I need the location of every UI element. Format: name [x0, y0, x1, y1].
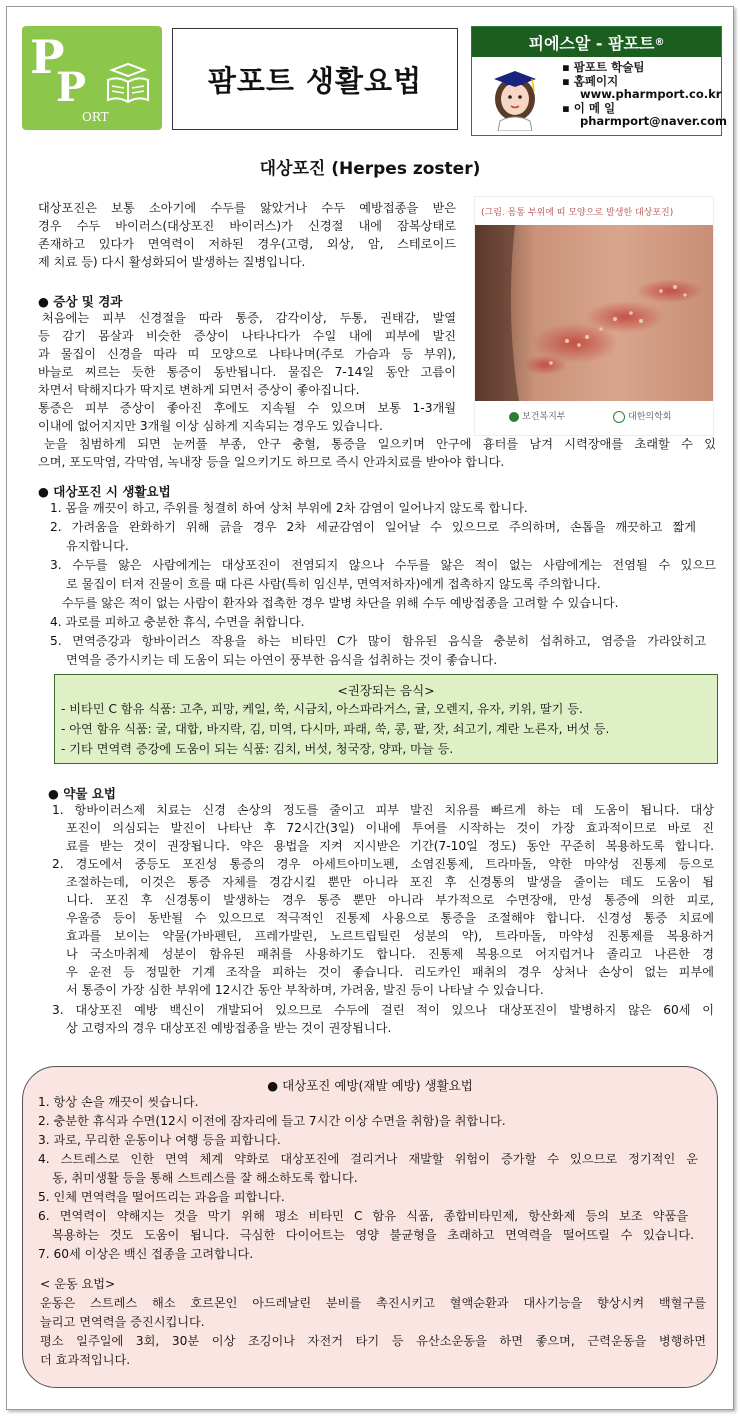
brand-team: ▪ 팜포트 학술팀 [562, 60, 645, 74]
pharmacist-avatar-icon [480, 61, 550, 131]
article-title: 대상포진 (Herpes zoster) [259, 159, 481, 179]
page-title: 팜포트 생활요법 [207, 63, 423, 98]
credit-ministry: 보건복지부 [509, 409, 565, 422]
intro-line: 제 치료 등) 다시 활성화되어 발생하는 질병입니다. [38, 255, 306, 269]
lifestyle-item: 수두를 앓은 적이 없는 사람이 환자와 접촉한 경우 발병 차단을 위해 수두 예방접종을 고려할 수 있습니다. [62, 596, 619, 610]
intro-line: 대상포진은 보통 소아기에 수두를 앓았거나 수두 예방접종을 받은 [38, 201, 456, 215]
drug-line: 1. 항바이러스제 치료는 신경 손상의 정도를 줄이고 피부 발진 치유를 빠르게 하는 데 도움이 됩니다. 대상 [52, 803, 714, 817]
lifestyle-item: 2. 가려움을 완화하기 위해 긁을 경우 2차 세균감염이 일어날 수 있으므로 주의하며, 손톱을 깨끗하고 짧게 [50, 520, 696, 534]
prevention-item: 4. 스트레스로 인한 면역 체계 약화로 대상포진에 걸리거나 재발할 위험이 증가할 수 있으므로 정기적인 운 [38, 1152, 698, 1166]
symptoms-line: 등 감기 몸살과 비슷한 증상이 나타나다가 수일 내에 피부에 발진 [38, 329, 456, 343]
brand-box [471, 26, 727, 136]
brand-info [562, 61, 727, 129]
eye-line: 눈을 침범하게 되면 눈꺼풀 부종, 안구 충혈, 통증을 일으키며 안구에 흉터를 남겨 시력장애를 초래할 수 있 [44, 437, 716, 451]
prevention-item: 3. 과로, 무리한 운동이나 여행 등을 피합니다. [38, 1133, 281, 1147]
lifestyle-item: 3. 수두를 앓은 사람에게는 대상포진이 전염되지 않으나 수두를 앓은 적이 없는 사람에게는 전염될 수 있으므 [50, 558, 716, 572]
intro-line: 경우 수두 바이러스(대상포진 바이러스)가 신경절 내에 잠복상태로 [38, 219, 456, 233]
registered-mark: ® [654, 36, 665, 48]
drug-line: 우 운전 등 정밀한 기계 조작을 피하는 것이 좋습니다. 리도카인 패취의 경우 상처나 손상이 없는 피부에 [66, 965, 714, 979]
prevention-item: 2. 충분한 휴식과 수면(12시 이전에 잠자리에 들고 7시간 이상 수면을 취함)을 취합니다. [38, 1114, 506, 1128]
drug-line: 료를 받는 것이 권장됩니다. 약은 용법을 지켜 지시받은 기간(7-10일 정도) 동안 꾸준히 복용하도록 합니다. [66, 839, 714, 853]
symptoms-line: 이내에 없어지지만 3개월 이상 심하게 지속되는 경우도 있습니다. [38, 419, 383, 433]
ministry-logo-icon [509, 412, 519, 422]
symptoms-line: 처음에는 피부 신경절을 따라 통증, 감각이상, 두통, 권태감, 발열 [42, 311, 456, 325]
pharmport-logo [22, 26, 162, 130]
brand-name: 피에스알 - 팜포트 [528, 33, 655, 53]
recommended-food-box [54, 674, 718, 764]
logo-ort-text: ORT [82, 110, 109, 124]
eye-line: 으며, 포도막염, 각막염, 녹내장 등을 일으키기도 하므로 즉시 안과치료를 받아야 합니다. [38, 455, 505, 469]
food-item: - 아연 함유 식품: 굴, 대합, 바지락, 김, 미역, 다시마, 파래, 쑥, 콩, 팥, 잣, 쇠고기, 계란 노른자, 버섯 등. [61, 722, 610, 736]
header-title-box [172, 28, 458, 130]
brand-email-label: ▪ 이 메 일 [562, 100, 616, 115]
food-box-heading: <권장되는 음식> [337, 683, 435, 698]
drug-line: 서 통증이 가장 심한 부위에 12시간 동안 부착하며, 가려움, 발진 등이 나타날 수 있습니다. [66, 983, 544, 997]
drug-line: 2. 경도에서 중등도 포진성 통증의 경우 아세트아미노펜, 소염진통제, 트라마돌, 약한 마약성 진통제 등으로 [52, 857, 714, 871]
prevention-item: 5. 인체 면역력을 떨어뜨리는 과음을 피합니다. [38, 1190, 285, 1204]
kams-logo-icon [613, 411, 625, 423]
prevention-item: 동, 취미생활 등을 통해 스트레스를 잘 해소하도록 합니다. [52, 1171, 358, 1185]
food-item: - 비타민 C 함유 식품: 고추, 피망, 케일, 쑥, 시금치, 아스파라거스, 귤, 오렌지, 유자, 키위, 딸기 등. [61, 702, 583, 716]
exercise-line: 평소 일주일에 3회, 30분 이상 조깅이나 자전거 타기 등 유산소운동을 하면 좋으며, 근력운동을 병행하면 [40, 1334, 706, 1348]
symptoms-line: 바늘로 찌르는 듯한 통증이 동반됩니다. 물집은 7-14일 동안 고름이 [38, 365, 456, 379]
symptoms-line: 과 물집이 신경을 따라 띠 모양으로 나타나며(주로 가슴과 등 부위), [38, 347, 456, 361]
exercise-line: 더 효과적입니다. [40, 1353, 131, 1367]
brand-email[interactable]: pharmport@naver.com [580, 114, 727, 128]
lifestyle-item: 4. 과로를 피하고 충분한 휴식, 수면을 취합니다. [50, 615, 305, 629]
food-item: - 기타 면역력 증강에 도움이 되는 식품: 김치, 버섯, 청국장, 양파, 마늘 등. [61, 742, 454, 756]
lifestyle-item: 유지합니다. [66, 539, 129, 553]
prevention-item: 6. 면역력이 약해지는 것을 막기 위해 평소 비타민 C 함유 식품, 종합비타민제, 항산화제 등의 보조 약품을 [38, 1209, 688, 1223]
book-icon [104, 60, 152, 104]
drug-line: 조절하는데, 이것은 통증 자체를 경감시킬 뿐만 아니라 포진 후 신경통의 발생을 줄이는 데도 도움이 됩 [66, 875, 714, 889]
shingles-skin-image [475, 225, 713, 401]
symptoms-line: 통증은 피부 증상이 좋아진 후에도 지속될 수 있으며 보통 1-3개월 [38, 401, 456, 415]
exercise-heading: < 운동 요법> [40, 1277, 116, 1291]
exercise-line: 운동은 스트레스 해소 호르몬인 아드레날린 분비를 촉진시키고 혈액순환과 대사기능을 향상시켜 백혈구를 [40, 1296, 706, 1310]
photo-caption: (그림. 몸통 부위에 띠 모양으로 발생한 대상포진) [481, 208, 674, 218]
exercise-line: 늘리고 면역력을 증진시킵니다. [40, 1315, 205, 1329]
symptoms-heading: ● 증상 및 경과 [38, 294, 123, 309]
prevention-heading: ● 대상포진 예방(재발 예방) 생활요법 [267, 1078, 473, 1093]
credit-kams: 대한의학회 [613, 409, 671, 423]
prevention-item: 7. 60세 이상은 백신 접종을 고려합니다. [38, 1247, 254, 1261]
intro-line: 존재하고 있다가 면역력이 저하된 경우(고령, 외상, 암, 스테로이드 [38, 237, 456, 251]
drug-line: 니다. 포진 후 신경통이 발생하는 경우 통증 뿐만 아니라 부가적으로 수면장애, 만성 통증에 의한 피로, [66, 893, 714, 907]
symptoms-line: 차면서 탁해지다가 딱지로 변하게 되면서 증상이 좋아집니다. [38, 383, 360, 397]
drug-line: 상 고령자의 경우 대상포진 예방접종을 받는 것이 권장됩니다. [66, 1021, 392, 1035]
brand-homepage-label: ▪ 홈페이지 [562, 73, 619, 88]
logo-letter-p: P [30, 30, 65, 84]
drug-line: 3. 대상포진 예방 백신이 개발되어 있으므로 수두에 걸린 적이 있으나 대상포진이 발병하지 않은 60세 이 [52, 1003, 714, 1017]
lifestyle-item: 5. 면역증강과 항바이러스 작용을 하는 비타민 C가 많이 함유된 음식을 충분히 섭취하고, 염증을 가라앉히고 [50, 634, 706, 648]
shingles-photo [474, 196, 714, 436]
drug-line: 우울증 등이 동반될 수 있으므로 적극적인 진통제 사용으로 통증을 조절해야 합니다. 신경성 통증 치료에 [66, 911, 714, 925]
logo-letter-p: P [56, 64, 87, 111]
lifestyle-item: 1. 몸을 깨끗이 하고, 주위를 청결히 하여 상처 부위에 2차 감염이 일어나지 않도록 합니다. [50, 501, 528, 515]
brand-homepage-url[interactable]: www.pharmport.co.kr [580, 87, 722, 101]
prevention-item: 복용하는 것도 도움이 됩니다. 극심한 다이어트는 영양 불균형을 초래하고 면역력을 떨어뜨릴 수 있습니다. [52, 1228, 694, 1242]
lifestyle-item: 면역을 증가시키는 데 도움이 되는 아연이 풍부한 음식을 섭취하는 것이 좋습니다. [66, 653, 498, 667]
brand-bar [472, 27, 721, 57]
lifestyle-heading: ● 대상포진 시 생활요법 [38, 484, 171, 499]
prevention-item: 1. 항상 손을 깨끗이 씻습니다. [38, 1095, 199, 1109]
drug-line: 나 국소마취제 성분이 함유된 패취를 사용하기도 합니다. 진통제 복용으로 어지럽거나 졸리고 나른한 경 [66, 947, 714, 961]
drug-line: 포진이 의심되는 발진이 나타난 후 72시간(3일) 이내에 투여를 시작하는 것이 가장 효과적이므로 바로 진 [66, 821, 714, 835]
drug-line: 효과를 보이는 약물(가바펜틴, 프레가발린, 노르트립틸린 성분의 약), 트라마돌, 마약성 진통제를 복용하거 [66, 929, 714, 943]
lifestyle-item: 로 물집이 터져 진물이 흐를 때 다른 사람(특히 임신부, 면역저하자)에게 접촉하지 않도록 주의합니다. [66, 577, 601, 591]
drug-heading: ● 약물 요법 [48, 786, 116, 801]
